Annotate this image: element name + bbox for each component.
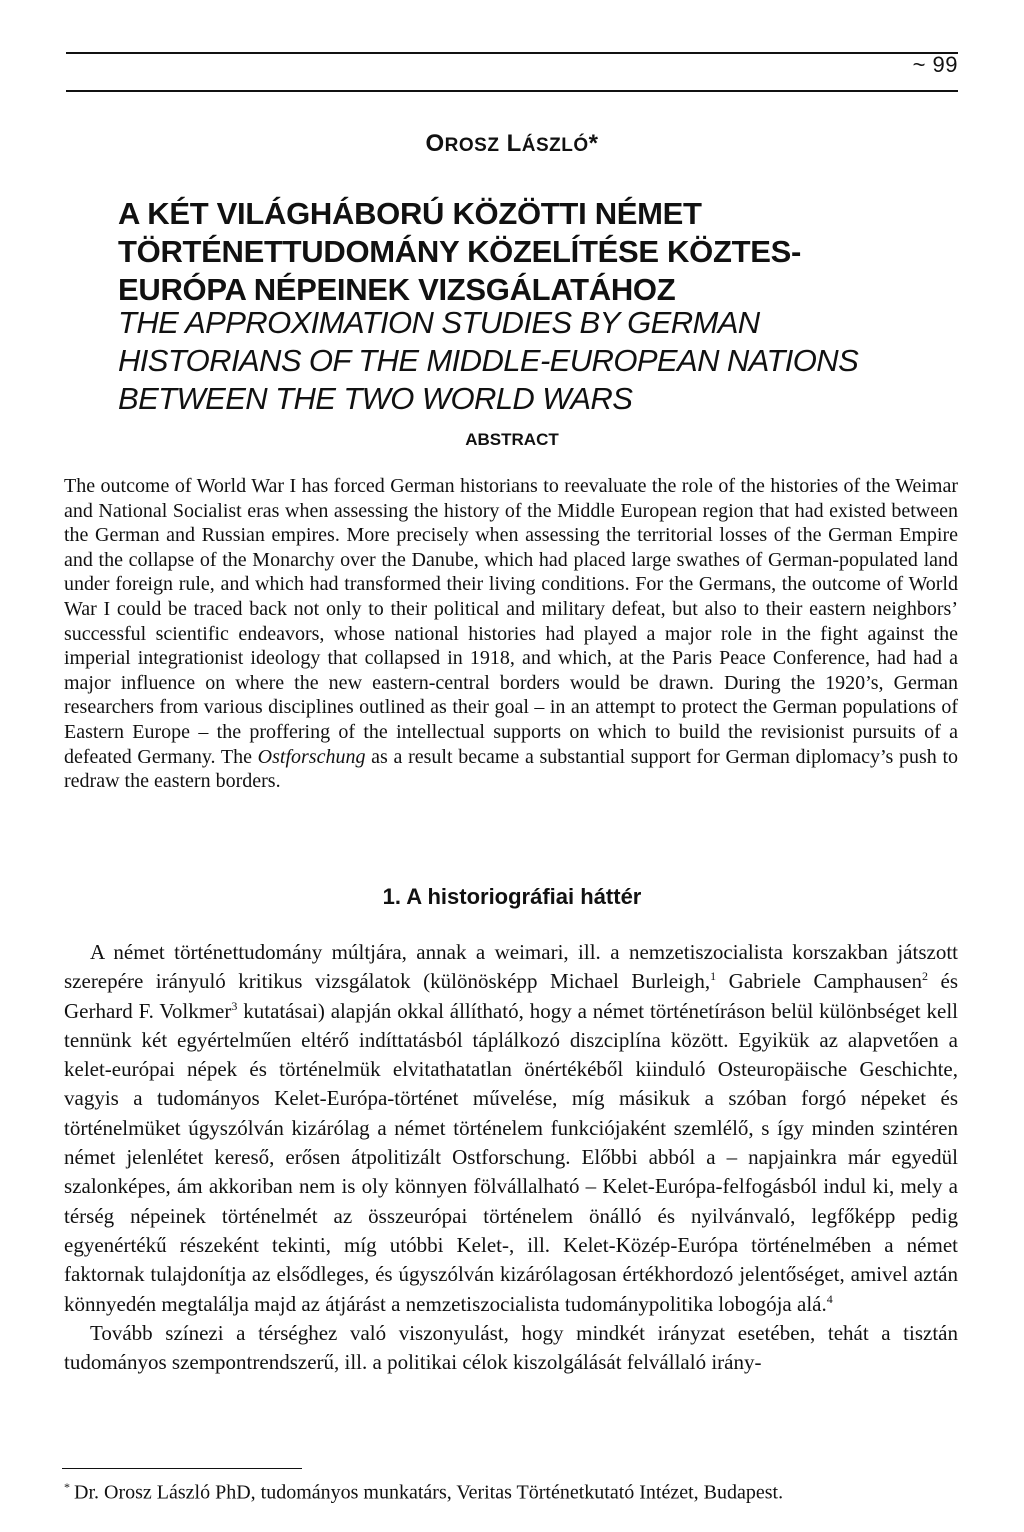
- p1-part-a: A német történettudomány múltjára, annak a weimari, ill. a nemzetiszocialista korszakban játszott szerepére irányuló kritikus vizsgálatok (különösképp Michael Burleigh,: [64, 940, 958, 994]
- footnote-text: Dr. Orosz László PhD, tudományos munkatárs, Veritas Történetkutató Intézet, Budapest.: [74, 1481, 784, 1504]
- title-english: THE APPROXIMATION STUDIES BY GERMAN HISTORIANS OF THE MIDDLE-EUROPEAN NATIONS BETWEEN THE TWO WORLD WARS: [118, 305, 859, 416]
- running-header: [66, 46, 958, 77]
- footnote-ref-3[interactable]: 3: [231, 998, 238, 1013]
- author-initial-2: L: [506, 130, 522, 157]
- p1-part-b: Gabriele Camphausen: [728, 969, 922, 994]
- footnote-rule: [62, 1468, 302, 1469]
- section-heading: 1. A historiográfiai háttér: [382, 884, 642, 909]
- page-number: ~ 99: [912, 52, 958, 77]
- author-name: [0, 130, 1024, 158]
- abstract-text: [64, 474, 958, 794]
- abstract-italic-term: Ostforschung: [257, 745, 366, 768]
- p1-part-d: kutatásai) alapján okkal állítható, hogy a német történetíráson belül különbséget kell tennünk két egyértelműen eltérő indíttatásból táplálkozó diszciplína között. Egyikük az alapvetően a kelet-európai népek és történelmük elvitathatatlan önértékéből kiinduló Osteuropäische Geschichte, vagyis a tudományos Kelet-Európa-történet művelése, míg másikuk a szóban forgó népeket és történelmüket úgyszólván kizárólag a német történelem funkciójaként szemlélő, s így minden szintéren német jelenlétet kereső, erősen átpolitizált Ostforschung. Előbbi abból a – napjainkra már egyedül szalonképes, ám akkoriban nem is oly könnyen fölvállalható – Kelet-Európa-felfogásból indul ki, mely a térség népeinek történelmét az összeurópai történelem önálló és nyilvánvaló, legfőképp pedig egyenértékű részeként tekinti, míg utóbbi Kelet-, ill. Kelet-Közép-Európa történelmében a német faktornak tulajdonítja az elsődleges, és úgyszólván kizárólagosan értékhordozó jelentőséget, amivel aztán könnyedén megtalálja majd az átjárást a nemzetiszocialista tudománypolitika lobogója alá.: [64, 998, 958, 1316]
- paragraph-2: Tovább színezi a térséghez való viszonyulást, hogy mindkét irányzat esetében, tehát a tisztán tudományos szempontrendszerű, ill. a politikai célok kiszolgálását felvállaló irány-: [64, 1320, 958, 1375]
- footnote-mark: *: [64, 1480, 70, 1494]
- author-initial-1: O: [425, 130, 445, 157]
- header-rule-top: [66, 52, 958, 54]
- author-rest-2: ÁSZLÓ: [521, 135, 589, 156]
- footnote-ref-1[interactable]: 1: [710, 969, 717, 984]
- abstract-text-after: as a result became a substantial support for German diplomacy’s push to redraw the eastern borders.: [64, 745, 959, 793]
- author-footnote-mark: *: [588, 130, 599, 157]
- body-text: [64, 938, 958, 1377]
- abstract-text-before: The outcome of World War I has forced German historians to reevaluate the role of the histories of the Weimar and National Socialist eras when assessing the history of the Middle European region that had existed between the German and Russian empires. More precisely when assessing the territorial losses of the German Empire and the collapse of the Monarchy over the Danube, which had placed large swathes of German-populated land under foreign rule, and which had transformed their living conditions. For the Germans, the outcome of World War I could be traced back not only to their political and military defeat, but also to their eastern neighbors’ successful scientific endeavors, whose national histories had played a major role in the fight against the imperial integrationist ideology that collapsed in 1918, and which, at the Paris Peace Conference, had had a major influence on where the new eastern-central borders would be drawn. During the 1920’s, German researchers from various disciplines outlined as their goal – in an attempt to protect the German populations of Eastern Europe – the proffering of the intellectual supports on which to build the revisionist pursuits of a defeated Germany. The: [64, 475, 958, 768]
- footnote: [64, 1480, 958, 1505]
- title-hungarian: A KÉT VILÁGHÁBORÚ KÖZÖTTI NÉMET TÖRTÉNETTUDOMÁNY KÖZELÍTÉSE KÖZTES-EURÓPA NÉPEINEK VIZSGÁLATÁHOZ: [118, 196, 801, 307]
- author-rest-1: ROSZ: [444, 135, 500, 156]
- paragraph-1: [64, 938, 958, 1319]
- header-rule-bottom: [66, 90, 958, 92]
- footnote-ref-4[interactable]: 4: [826, 1291, 833, 1306]
- p1-part-c: és Gerhard F. Volkmer: [64, 969, 959, 1023]
- abstract-heading: ABSTRACT: [465, 430, 559, 449]
- footnote-ref-2[interactable]: 2: [921, 969, 928, 984]
